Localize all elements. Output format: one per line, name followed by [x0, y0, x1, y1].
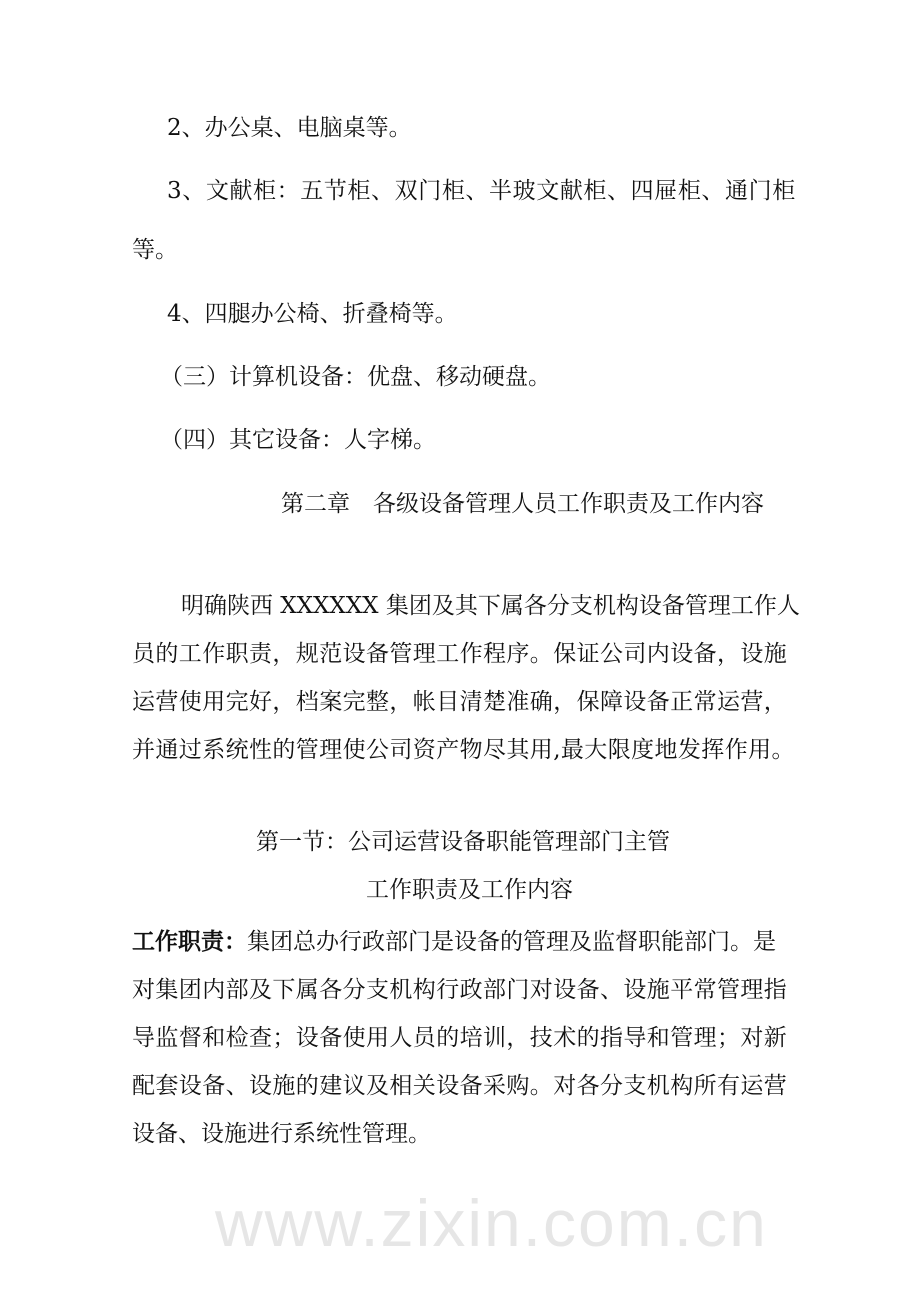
list-item: （三）计算机设备：优盘、移动硬盘。 [160, 364, 551, 390]
duty-text: 集团总办行政部门是设备的管理及监督职能部门。是 [247, 929, 776, 955]
list-item: 4、四腿办公椅、折叠椅等。 [167, 301, 458, 327]
section-subtitle: 工作职责及工作内容 [366, 877, 573, 903]
duty-label: 工作职责： [132, 928, 247, 955]
duty-paragraph-first-line [132, 927, 776, 957]
intro-line: 员的工作职责，规范设备管理工作程序。保证公司内设备，设施 [132, 641, 788, 667]
list-item: 2、办公桌、电脑桌等。 [167, 115, 412, 141]
duty-line: 对集团内部及下属各分支机构行政部门对设备、设施平常管理指 [132, 977, 788, 1003]
intro-line: 并通过系统性的管理使公司资产物尽其用,最大限度地发挥作用。 [132, 737, 795, 763]
duty-line: 导监督和检查；设备使用人员的培训，技术的指导和管理；对新 [132, 1025, 788, 1051]
list-item: 等。 [132, 237, 178, 263]
intro-line: 运营使用完好，档案完整，帐目清楚准确，保障设备正常运营， [132, 689, 788, 715]
duty-line: 设备、设施进行系统性管理。 [132, 1121, 431, 1147]
duty-line: 配套设备、设施的建议及相关设备采购。对各分支机构所有运营 [132, 1073, 788, 1099]
list-item: 3、文献柜：五节柜、双门柜、半玻文献柜、四屉柜、通门柜 [167, 178, 796, 204]
watermark: www.zixin.com.cn [215, 1186, 768, 1260]
section-title: 第一节：公司运营设备职能管理部门主管 [256, 829, 670, 855]
intro-line: 明确陕西 XXXXXX 集团及其下属各分支机构设备管理工作人 [181, 593, 800, 619]
list-item: （四）其它设备：人字梯。 [160, 427, 436, 453]
chapter-title: 第二章 各级设备管理人员工作职责及工作内容 [281, 491, 764, 517]
